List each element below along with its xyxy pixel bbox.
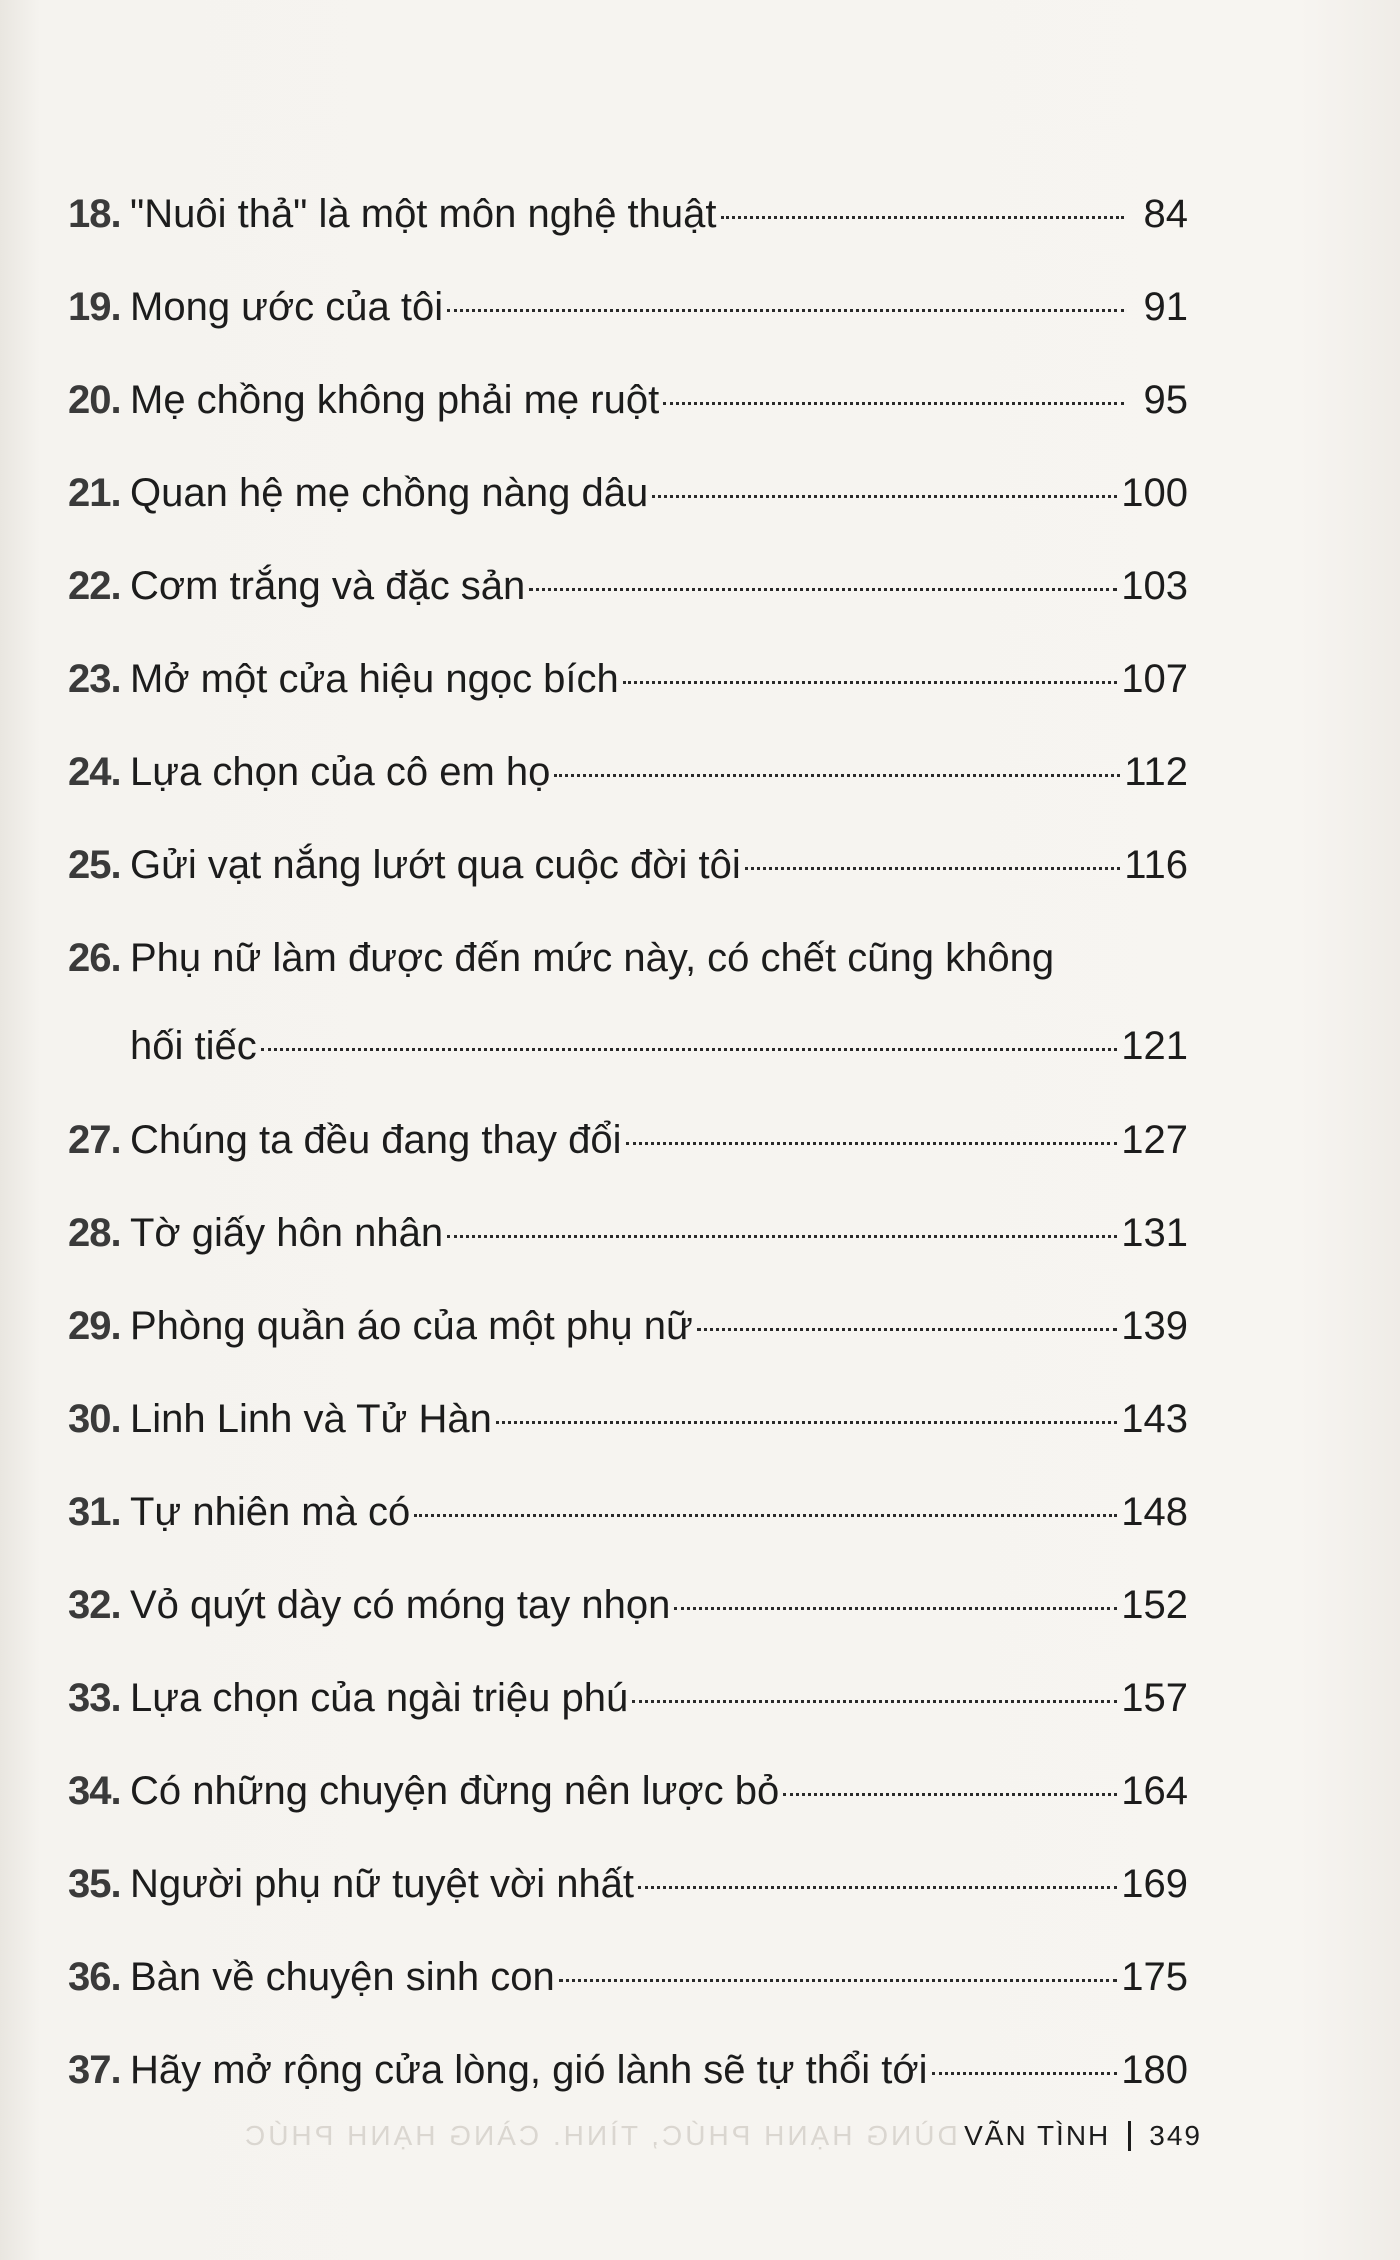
entry-number: 18. <box>68 192 121 236</box>
entry-number: 34. <box>68 1769 121 1813</box>
entry-title: Hãy mở rộng cửa lòng, gió lành sẽ tự thổi tới <box>130 2048 928 2092</box>
entry-page: 180 <box>1121 2048 1188 2092</box>
dot-leader <box>623 681 1117 684</box>
toc-entry <box>68 1747 1188 1840</box>
toc-entry <box>68 1096 1188 1189</box>
toc-entry <box>68 542 1188 635</box>
entry-page: 139 <box>1121 1304 1188 1348</box>
entry-title: Quan hệ mẹ chồng nàng dâu <box>130 471 649 515</box>
footer-separator <box>1128 2121 1131 2151</box>
entry-number: 37. <box>68 2048 121 2092</box>
dot-leader <box>447 309 1124 312</box>
entry-title: Mẹ chồng không phải mẹ ruột <box>130 378 660 422</box>
entry-page: 95 <box>1143 378 1188 422</box>
entry-title: Gửi vạt nắng lướt qua cuộc đời tôi <box>130 843 741 887</box>
toc-entry <box>68 1933 1188 2026</box>
entry-number: 21. <box>68 471 121 515</box>
table-of-contents <box>68 170 1188 2119</box>
entry-number: 19. <box>68 285 121 329</box>
entry-title: Cơm trắng và đặc sản <box>130 564 526 608</box>
entry-page: 152 <box>1121 1583 1188 1627</box>
entry-number: 33. <box>68 1676 121 1720</box>
toc-entry <box>68 2026 1188 2119</box>
entry-page: 100 <box>1121 471 1188 515</box>
dot-leader <box>783 1793 1117 1796</box>
entry-title: Mở một cửa hiệu ngọc bích <box>130 657 619 701</box>
entry-title: Linh Linh và Tử Hàn <box>130 1397 492 1441</box>
entry-title: Tự nhiên mà có <box>130 1490 411 1534</box>
entry-page: 127 <box>1121 1118 1188 1162</box>
toc-entry <box>68 1375 1188 1468</box>
dot-leader <box>261 1048 1118 1051</box>
entry-number: 26. <box>68 936 121 980</box>
entry-page: 164 <box>1121 1769 1188 1813</box>
toc-entry <box>68 1561 1188 1654</box>
author-name: VÃN TÌNH <box>964 2120 1111 2151</box>
entry-number: 32. <box>68 1583 121 1627</box>
dot-leader <box>626 1142 1118 1145</box>
entry-title: Lựa chọn của ngài triệu phú <box>130 1676 629 1720</box>
toc-entry <box>68 728 1188 821</box>
entry-title: Tờ giấy hôn nhân <box>130 1211 444 1255</box>
entry-title: Vỏ quýt dày có móng tay nhọn <box>130 1583 671 1627</box>
dot-leader <box>745 867 1120 870</box>
dot-leader <box>496 1421 1117 1424</box>
entry-page: 103 <box>1121 564 1188 608</box>
entry-page: 148 <box>1121 1490 1188 1534</box>
entry-page: 131 <box>1121 1211 1188 1255</box>
entry-title: Chúng ta đều đang thay đổi <box>130 1118 622 1162</box>
toc-entry <box>68 1282 1188 1375</box>
entry-page: 116 <box>1124 843 1188 887</box>
toc-entry <box>68 1189 1188 1282</box>
entry-page: 143 <box>1121 1397 1188 1441</box>
toc-entry <box>68 914 1188 1096</box>
entry-number: 23. <box>68 657 121 701</box>
dot-leader <box>697 1328 1117 1331</box>
entry-title: Người phụ nữ tuyệt vời nhất <box>130 1862 635 1906</box>
entry-title: Lựa chọn của cô em họ <box>130 750 551 794</box>
entry-page: 91 <box>1143 285 1188 329</box>
dot-leader <box>554 774 1120 777</box>
entry-title-continuation: hối tiếc <box>130 1024 257 1068</box>
show-through-text: DÙNG HẠNH PHÚC, TÌNH. CÀNG HẠNH PHÚC <box>242 2120 959 2151</box>
toc-entry <box>68 263 1188 356</box>
dot-leader <box>447 1235 1117 1238</box>
entry-title: "Nuôi thả" là một môn nghệ thuật <box>130 192 717 236</box>
entry-title: Phụ nữ làm được đến mức này, có chết cũng không <box>130 936 1055 980</box>
entry-number: 35. <box>68 1862 121 1906</box>
toc-entry <box>68 356 1188 449</box>
toc-entry <box>68 635 1188 728</box>
toc-entry <box>68 449 1188 542</box>
dot-leader <box>721 216 1124 219</box>
toc-entry <box>68 1840 1188 1933</box>
entry-page: 157 <box>1121 1676 1188 1720</box>
toc-entry <box>68 1654 1188 1747</box>
entry-number: 25. <box>68 843 121 887</box>
dot-leader <box>638 1886 1117 1889</box>
entry-title: Bàn về chuyện sinh con <box>130 1955 555 1999</box>
running-footer <box>242 2120 1202 2152</box>
entry-number: 24. <box>68 750 121 794</box>
dot-leader <box>529 588 1117 591</box>
entry-title: Mong ước của tôi <box>130 285 444 329</box>
dot-leader <box>414 1514 1117 1517</box>
entry-page: 121 <box>1121 1024 1188 1068</box>
dot-leader <box>674 1607 1117 1610</box>
entry-page: 107 <box>1121 657 1188 701</box>
page-number: 349 <box>1149 2120 1202 2151</box>
dot-leader <box>652 495 1117 498</box>
dot-leader <box>559 1979 1118 1982</box>
entry-number: 36. <box>68 1955 121 1999</box>
entry-page: 169 <box>1121 1862 1188 1906</box>
entry-page: 84 <box>1143 192 1188 236</box>
entry-number: 29. <box>68 1304 121 1348</box>
entry-number: 30. <box>68 1397 121 1441</box>
entry-number: 31. <box>68 1490 121 1534</box>
entry-number: 28. <box>68 1211 121 1255</box>
entry-page: 112 <box>1124 750 1188 794</box>
dot-leader <box>632 1700 1117 1703</box>
toc-entry <box>68 170 1188 263</box>
entry-page: 175 <box>1121 1955 1188 1999</box>
entry-number: 22. <box>68 564 121 608</box>
entry-title: Phòng quần áo của một phụ nữ <box>130 1304 693 1348</box>
entry-title: Có những chuyện đừng nên lược bỏ <box>130 1769 780 1813</box>
toc-entry <box>68 1468 1188 1561</box>
toc-entry <box>68 821 1188 914</box>
entry-number: 27. <box>68 1118 121 1162</box>
entry-number: 20. <box>68 378 121 422</box>
dot-leader <box>932 2072 1118 2075</box>
dot-leader <box>663 402 1124 405</box>
